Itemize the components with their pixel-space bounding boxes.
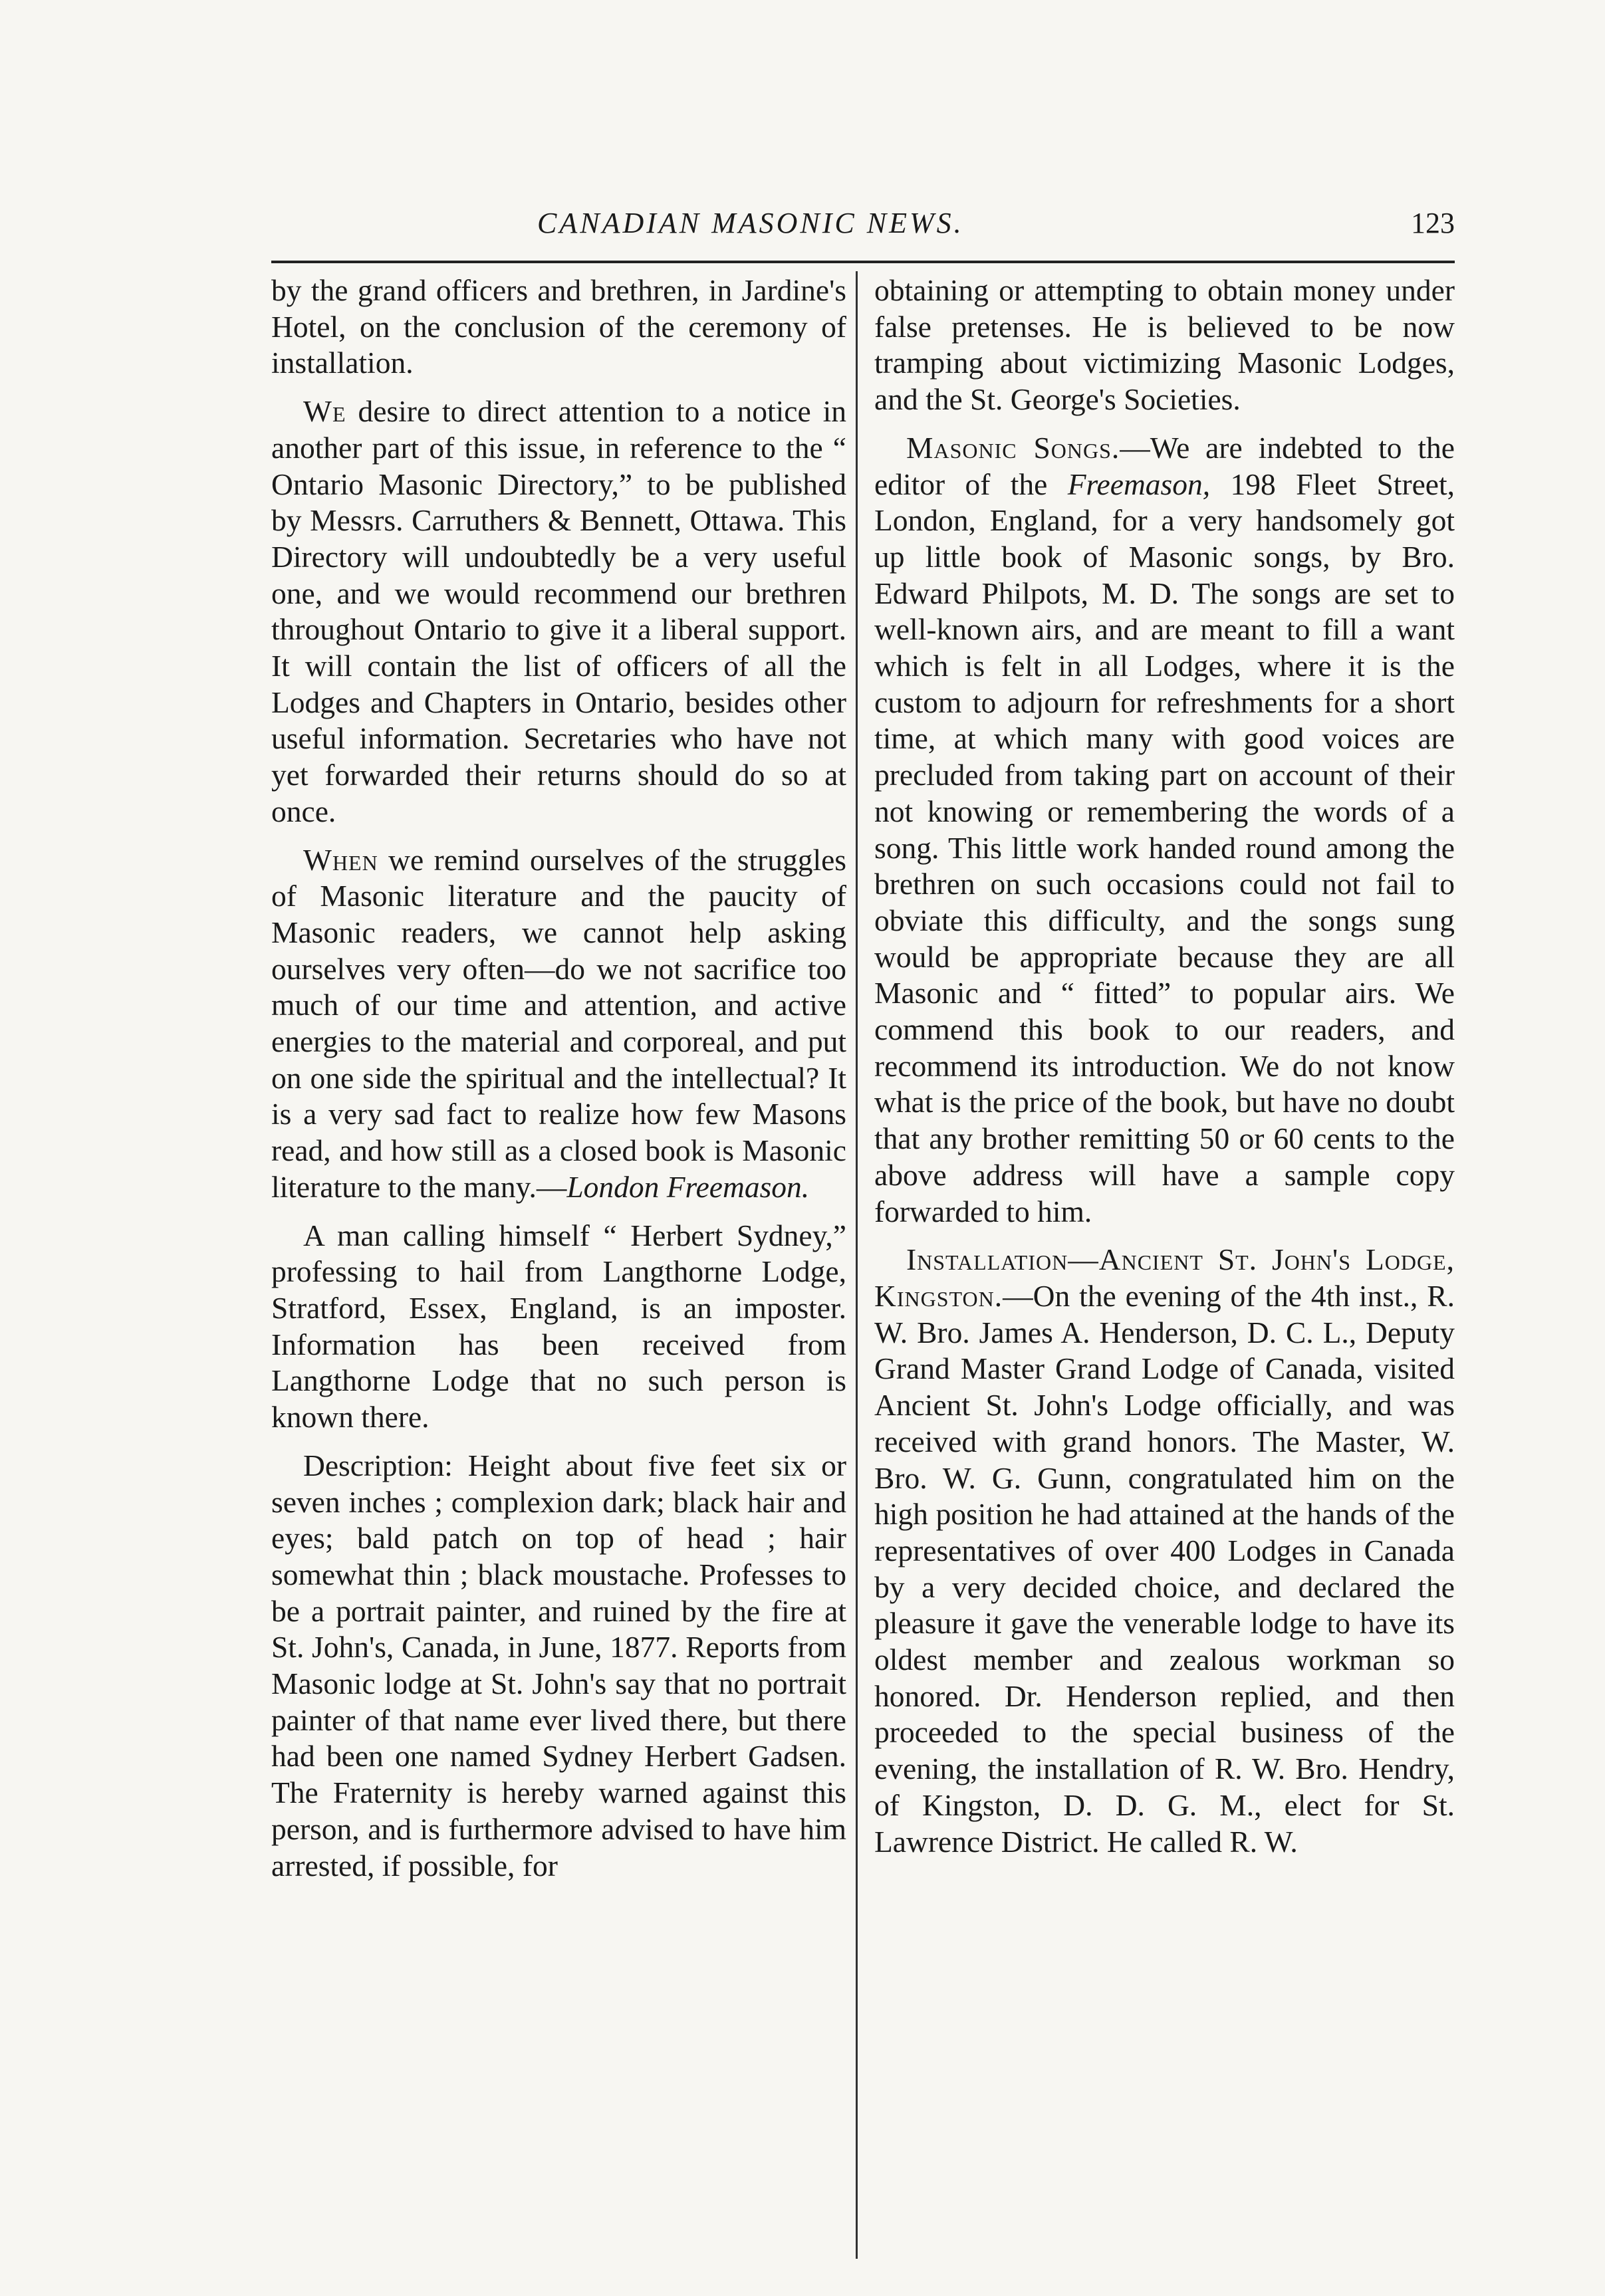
- column-divider: [856, 271, 858, 2259]
- paragraph: [271, 1448, 846, 1884]
- paragraph-text: Description: Height about five feet six or seven inches ; complexion dark; black hair and eyes; bald patch on top of head ; hair somewhat thin ; black moustache. Professes to be a portrait painter, and ruined by the fire at St. John's, Canada, in June, 1877. Reports from Masonic lodge at St. John's say that no portrait painter of that name ever lived there, but there had been one named Sydney Herbert Gadsen. The Fraternity is hereby warned against this person, and is furthermore advised to have him arrested, if possible, for: [271, 1448, 846, 1883]
- paragraph-text: —We are indebted to the editor of the: [874, 430, 1455, 501]
- running-title: CANADIAN MASONIC NEWS.: [537, 207, 964, 239]
- paragraph: [874, 430, 1455, 1230]
- paragraph-text: desire to direct attention to a notice in another part of this issue, in reference to the “ Ontario Masonic Directory,” to be published by Messrs. Carruthers & Bennett, Ottawa. This Directory will undoubtedly be a very useful one, and we would recommend our brethren throughout Ontario to give it a liberal support. It will contain the list of officers of all the Lodges and Chapters in Ontario, besides other useful information. Secretaries who have not yet forwarded their returns should do so at once.: [271, 394, 846, 828]
- source-credit: London Freemason.: [566, 1169, 810, 1204]
- page-header: [271, 199, 1455, 259]
- paragraph-text: we remind ourselves of the struggles of Masonic literature and the paucity of Masonic readers, we cannot help asking ourselves very often—do we not sacrifice too much of our time and attention, and active energies to the material and corporeal, and put on one side the spiritual and the intellectual? It is a very sad fact to realize how few Masons read, and how still as a closed book is Masonic literature to the many.—: [271, 842, 846, 1204]
- paragraph-text: by the grand officers and brethren, in Jardine's Hotel, on the conclusion of the ceremony of installation.: [271, 273, 846, 380]
- page-number: 123: [1411, 207, 1455, 239]
- right-column: [874, 273, 1455, 2260]
- paragraph-text: A man calling himself “ Herbert Sydney,” professing to hail from Langthorne Lodge, Stratford, Essex, England, is an imposter. Information has been received from Langthorne Lodge that no such person is known there.: [271, 1218, 846, 1435]
- paragraph: [874, 273, 1455, 418]
- paragraph: [874, 1242, 1455, 1860]
- paragraph-text: 198 Fleet Street, London, England, for a very handsomely got up little book of Masonic songs, by Bro. Edward Philpots, M. D. The songs are set to well-known airs, and are meant to fill a want which is felt in all Lodges, where it is the custom to adjourn for refreshments for a short time, at which many with good voices are precluded from taking part on account of their not knowing or remembering the words of a song. This little work handed round among the brethren on such occasions could not fail to obviate this difficulty, and the songs sung would be appropriate because they are all Masonic and “ fitted” to popular airs. We commend this book to our readers, and recommend its introduction. We do not know what is the price of the book, but have no doubt that any brother remitting 50 or 60 cents to the above address will have a sample copy forwarded to him.: [874, 467, 1455, 1228]
- paragraph-lead: Installation—Ancient St. John's Lodge, Kingston.: [874, 1242, 1455, 1313]
- paragraph: [271, 1218, 846, 1436]
- paragraph-lead: We: [303, 394, 346, 429]
- left-column: [271, 273, 846, 2260]
- paragraph-lead: When: [303, 842, 378, 877]
- paragraph-lead: Masonic Songs.: [906, 430, 1120, 465]
- paragraph-text: —On the evening of the 4th inst., R. W. Bro. James A. Henderson, D. C. L., Deputy Grand Master Grand Lodge of Canada, visited Ancient St. John's Lodge officially, and was received with grand honors. The Master, W. Bro. W. G. Gunn, congratulated him on the high position he had attained at the hands of the representatives of over 400 Lodges in Canada by a very decided choice, and declared the pleasure it gave the venerable lodge to have its oldest member and zealous workman so honored. Dr. Henderson replied, and then proceeded to the special business of the evening, the installation of R. W. Bro. Hendry, of Kingston, D. D. G. M., elect for St. Lawrence District. He called R. W.: [874, 1278, 1455, 1859]
- paragraph: [271, 394, 846, 830]
- header-rule: [271, 261, 1455, 263]
- publication-name: Freemason,: [1067, 467, 1211, 501]
- paragraph-text: obtaining or attempting to obtain money under false pretenses. He is believed to be now tramping about victimizing Masonic Lodges, and the St. George's Societies.: [874, 273, 1455, 417]
- paragraph: [271, 842, 846, 1206]
- paragraph: [271, 273, 846, 382]
